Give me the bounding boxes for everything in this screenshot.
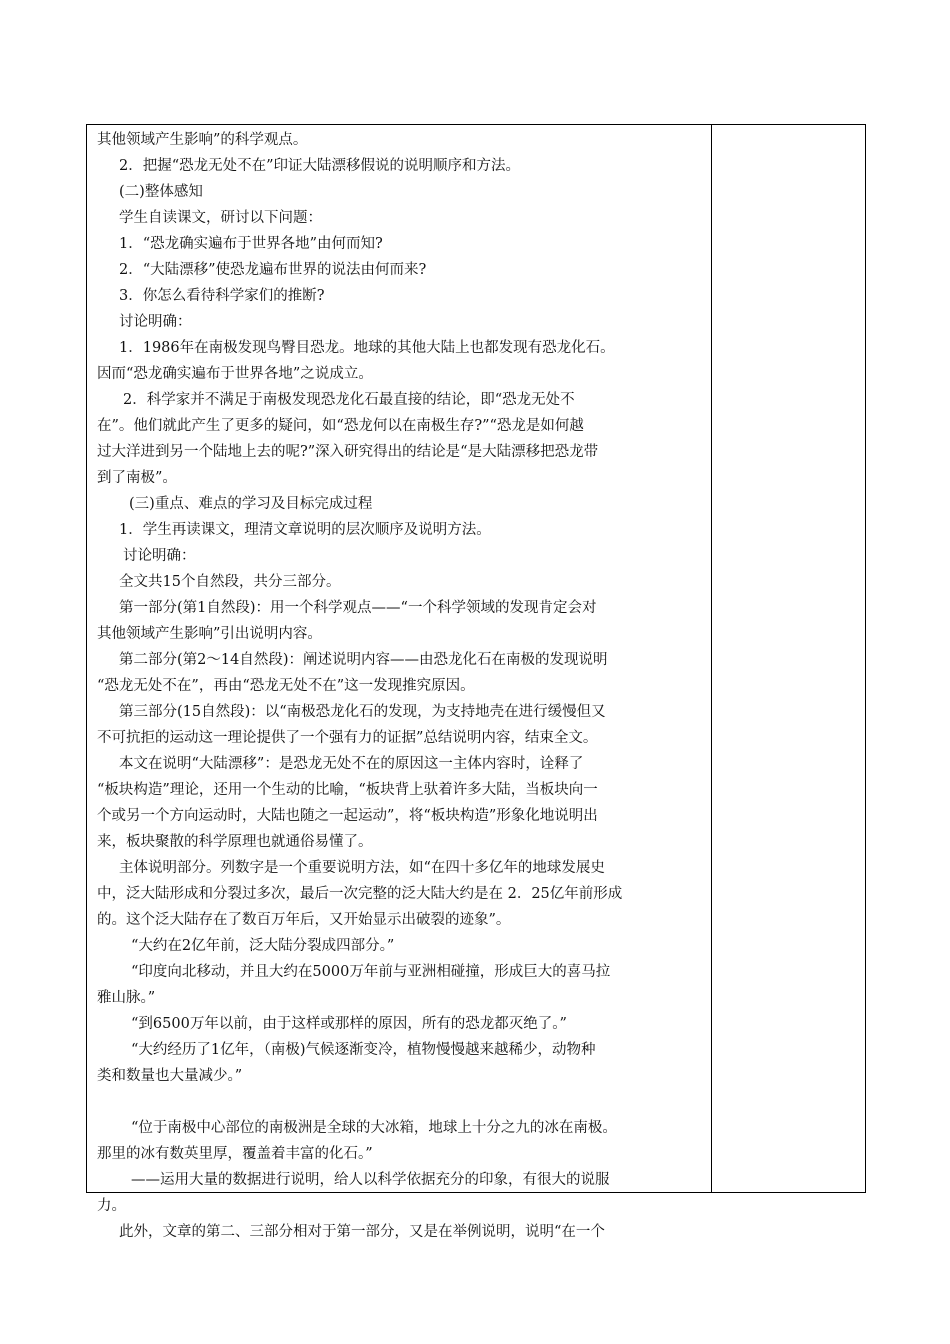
main-text-cell xyxy=(87,127,707,1245)
notes-cell xyxy=(712,125,865,1192)
text-line: 1．1986年在南极发现鸟臀目恐龙。地球的其他大陆上也都发现有恐龙化石。 xyxy=(119,340,615,356)
text-line: 那里的冰有数英里厚，覆盖着丰富的化石。” xyxy=(97,1146,373,1162)
text-line: 主体说明部分。列数字是一个重要说明方法，如“在四十多亿年的地球发展史 xyxy=(119,860,605,876)
text-line: 全文共15个自然段，共分三部分。 xyxy=(119,574,341,590)
text-line: “到6500万年以前，由于这样或那样的原因，所有的恐龙都灭绝了。” xyxy=(131,1016,567,1032)
text-line: 其他领域产生影响”引出说明内容。 xyxy=(97,626,322,642)
text-line: 学生自读课文，研讨以下问题： xyxy=(119,210,322,226)
text-line: 不可抗拒的运动这一理论提供了一个强有力的证据”总结说明内容，结束全文。 xyxy=(97,730,598,746)
text-line: 第二部分(第2～14自然段)：阐述说明内容——由恐龙化石在南极的发现说明 xyxy=(119,652,608,668)
text-line: “位于南极中心部位的南极洲是全球的大冰箱，地球上十分之九的冰在南极。 xyxy=(131,1120,617,1136)
text-line: 力。 xyxy=(97,1198,126,1214)
text-line: 2．把握“恐龙无处不在”印证大陆漂移假说的说明顺序和方法。 xyxy=(119,158,521,174)
text-line: 中，泛大陆形成和分裂过多次，最后一次完整的泛大陆大约是在 2．25亿年前形成 xyxy=(97,886,623,902)
text-line: 此外，文章的第二、三部分相对于第一部分，又是在举例说明，说明“在一个 xyxy=(119,1224,605,1240)
text-line: 2．科学家并不满足于南极发现恐龙化石最直接的结论，即“恐龙无处不 xyxy=(123,392,575,408)
text-line: 雅山脉。” xyxy=(97,990,156,1006)
text-line: 其他领域产生影响”的科学观点。 xyxy=(97,132,308,148)
text-line: (二)整体感知 xyxy=(119,184,203,200)
text-line: 到了南极”。 xyxy=(97,470,177,486)
text-line: ——运用大量的数据进行说明，给人以科学依据充分的印象，有很大的说服 xyxy=(131,1172,610,1188)
text-line: 个或另一个方向运动时，大陆也随之一起运动”，将“板块构造”形象化地说明出 xyxy=(97,808,598,824)
text-line xyxy=(87,1089,707,1115)
text-line: 的。这个泛大陆存在了数百万年后，又开始显示出破裂的迹象”。 xyxy=(97,912,511,928)
text-line: 第一部分(第1自然段)：用一个科学观点——“一个科学领域的发现肯定会对 xyxy=(119,600,597,616)
text-line: 2．“大陆漂移”使恐龙遍布世界的说法由何而来? xyxy=(119,262,427,278)
text-line: 类和数量也大量减少。” xyxy=(97,1068,243,1084)
text-line: “印度向北移动，并且大约在5000万年前与亚洲相碰撞，形成巨大的喜马拉 xyxy=(131,964,611,980)
text-line: “板块构造”理论，还用一个生动的比喻，“板块背上驮着许多大陆，当板块向一 xyxy=(97,782,598,798)
text-line: 讨论明确： xyxy=(123,548,196,564)
text-line: 第三部分(15自然段)：以“南极恐龙化石的发现，为支持地壳在进行缓慢但又 xyxy=(119,704,606,720)
text-line: “恐龙无处不在”，再由“恐龙无处不在”这一发现推究原因。 xyxy=(97,678,475,694)
text-line: 过大洋进到另一个陆地上去的呢?”深入研究得出的结论是“是大陆漂移把恐龙带 xyxy=(97,444,599,460)
text-line: “大约在2亿年前，泛大陆分裂成四部分。” xyxy=(131,938,395,954)
text-line: 1．学生再读课文，理清文章说明的层次顺序及说明方法。 xyxy=(119,522,491,538)
text-line: 来，板块聚散的科学原理也就通俗易懂了。 xyxy=(97,834,373,850)
text-line: 因而“恐龙确实遍布于世界各地”之说成立。 xyxy=(97,366,373,382)
text-line: 讨论明确： xyxy=(119,314,192,330)
lesson-table xyxy=(86,124,866,1240)
text-line: (三)重点、难点的学习及目标完成过程 xyxy=(129,496,373,512)
text-line: 1．“恐龙确实遍布于世界各地”由何而知? xyxy=(119,236,383,252)
text-line: 本文在说明“大陆漂移”：是恐龙无处不在的原因这一主体内容时，诠释了 xyxy=(119,756,584,772)
text-line: 在”。他们就此产生了更多的疑问，如“恐龙何以在南极生存?”“恐龙是如何越 xyxy=(97,418,584,434)
text-line: “大约经历了1亿年，（南极)气候逐渐变冷，植物慢慢越来越稀少，动物种 xyxy=(131,1042,596,1058)
text-line: 3．你怎么看待科学家们的推断? xyxy=(119,288,325,304)
